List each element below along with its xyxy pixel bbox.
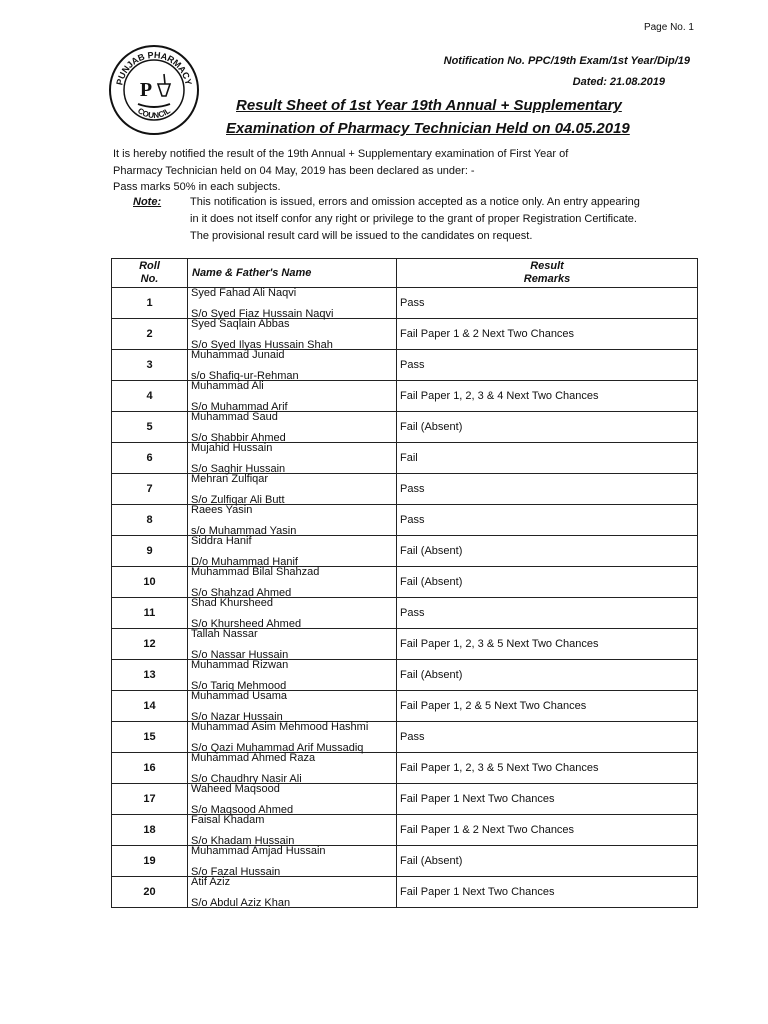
father-name: S/o Nazar Hussain: [191, 711, 283, 723]
result-remarks: Fail Paper 1 Next Two Chances: [397, 877, 698, 908]
roll-number: 7: [112, 474, 188, 505]
page-number: Page No. 1: [643, 22, 694, 33]
result-remarks: Fail Paper 1, 2, 3 & 4 Next Two Chances: [397, 381, 698, 412]
note-label: Note:: [133, 196, 162, 208]
student-name: Siddra Hanif: [191, 535, 252, 547]
result-remarks: Fail (Absent): [397, 846, 698, 877]
father-name: S/o Saghir Hussain: [191, 463, 286, 475]
father-name: S/o Zulfiqar Ali Butt: [191, 494, 285, 506]
table-row: [112, 412, 698, 443]
student-name: Muhammad Ali: [191, 380, 264, 392]
logo-text-top: PUNJAB PHARMACY: [114, 49, 194, 87]
table-row: [112, 505, 698, 536]
roll-number: 18: [112, 815, 188, 846]
result-remarks: Fail Paper 1, 2, 3 & 5 Next Two Chances: [397, 629, 698, 660]
table-row: [112, 846, 698, 877]
father-name: s/o Muhammad Yasin: [191, 525, 297, 537]
name-cell: [188, 691, 397, 722]
name-cell: [188, 598, 397, 629]
name-cell: [188, 815, 397, 846]
table-row: [112, 443, 698, 474]
roll-number: 16: [112, 753, 188, 784]
title-line-2: Examination of Pharmacy Technician Held on 04.05.2019: [226, 120, 630, 137]
table-row: [112, 474, 698, 505]
table-row: [112, 753, 698, 784]
name-cell: [188, 288, 397, 319]
name-cell: [188, 784, 397, 815]
result-remarks: Fail Paper 1 & 2 Next Two Chances: [397, 815, 698, 846]
name-cell: [188, 877, 397, 908]
notification-number: Notification No. PPC/19th Exam/1st Year/Dip/19: [443, 55, 690, 67]
roll-number: 9: [112, 536, 188, 567]
name-cell: [188, 567, 397, 598]
mortar-icon: [158, 84, 170, 96]
student-name: Waheed Maqsood: [191, 783, 280, 795]
roll-number: 20: [112, 877, 188, 908]
father-name: S/o Qazi Muhammad Arif Mussadiq: [191, 742, 364, 754]
roll-number: 15: [112, 722, 188, 753]
student-name: Tallah Nassar: [191, 628, 258, 640]
father-name: S/o Khursheed Ahmed: [191, 618, 302, 630]
intro-line-2: Pharmacy Technician held on 04 May, 2019 has been declared as under: -: [113, 165, 475, 177]
result-remarks: Fail: [397, 443, 698, 474]
notification-date: Dated: 21.08.2019: [572, 76, 665, 88]
table-row: [112, 815, 698, 846]
student-name: Atif Aziz: [191, 876, 231, 888]
name-cell: [188, 474, 397, 505]
father-name: S/o Khadam Hussain: [191, 835, 295, 847]
student-name: Muhammad Amjad Hussain: [191, 845, 326, 857]
result-remarks: Fail (Absent): [397, 660, 698, 691]
title-line-1: Result Sheet of 1st Year 19th Annual + Supplementary: [236, 97, 622, 114]
roll-number: 5: [112, 412, 188, 443]
logo-text-bottom: COUNCIL: [135, 106, 173, 121]
table-row: [112, 722, 698, 753]
table-row: [112, 784, 698, 815]
result-remarks: Fail Paper 1 & 2 Next Two Chances: [397, 319, 698, 350]
header-result-line-1: Result: [530, 260, 564, 272]
student-name: Muhammad Junaid: [191, 349, 285, 361]
logo-glyph: P: [139, 79, 153, 101]
father-name: s/o Shafiq-ur-Rehman: [191, 370, 299, 382]
note-line-1: This notification is issued, errors and omission accepted as a notice only. An entry appearing: [190, 196, 640, 208]
name-cell: [188, 846, 397, 877]
roll-number: 13: [112, 660, 188, 691]
intro-line-3: Pass marks 50% in each subjects.: [113, 181, 281, 193]
roll-number: 6: [112, 443, 188, 474]
father-name: S/o Fazal Hussain: [191, 866, 281, 878]
table-row: [112, 381, 698, 412]
header-roll-line-1: Roll: [139, 260, 160, 272]
result-remarks: Pass: [397, 288, 698, 319]
father-name: S/o Maqsood Ahmed: [191, 804, 294, 816]
name-cell: [188, 505, 397, 536]
student-name: Muhammad Usama: [191, 690, 287, 702]
student-name: Mehran Zulfiqar: [191, 473, 269, 485]
student-name: Faisal Khadam: [191, 814, 265, 826]
table-row: [112, 691, 698, 722]
result-remarks: Pass: [397, 598, 698, 629]
name-cell: [188, 443, 397, 474]
result-remarks: Pass: [397, 350, 698, 381]
header-result: [397, 259, 698, 288]
result-remarks: Fail (Absent): [397, 567, 698, 598]
roll-number: 19: [112, 846, 188, 877]
result-remarks: Fail (Absent): [397, 412, 698, 443]
name-cell: [188, 629, 397, 660]
roll-number: 10: [112, 567, 188, 598]
note-line-3: The provisional result card will be issued to the candidates on request.: [190, 230, 533, 242]
roll-number: 4: [112, 381, 188, 412]
student-name: Muhammad Asim Mehmood Hashmi: [191, 721, 369, 733]
father-name: S/o Shahzad Ahmed: [191, 587, 292, 599]
roll-number: 1: [112, 288, 188, 319]
student-name: Raees Yasin: [191, 504, 253, 516]
student-name: Muhammad Ahmed Raza: [191, 752, 316, 764]
roll-number: 17: [112, 784, 188, 815]
roll-number: 3: [112, 350, 188, 381]
student-name: Muhammad Rizwan: [191, 659, 289, 671]
father-name: S/o Tariq Mehmood: [191, 680, 287, 692]
name-cell: [188, 412, 397, 443]
header-name: Name & Father's Name: [188, 259, 397, 288]
header-result-line-2: Remarks: [523, 273, 571, 285]
table-row: [112, 350, 698, 381]
table-row: [112, 660, 698, 691]
name-cell: [188, 350, 397, 381]
result-remarks: Pass: [397, 505, 698, 536]
table-row: [112, 629, 698, 660]
table-row: [112, 319, 698, 350]
roll-number: 14: [112, 691, 188, 722]
name-cell: [188, 753, 397, 784]
roll-number: 12: [112, 629, 188, 660]
result-remarks: Pass: [397, 722, 698, 753]
student-name: Syed Fahad Ali Naqvi: [191, 287, 297, 299]
table-row: [112, 598, 698, 629]
result-table: [111, 258, 698, 908]
result-remarks: Fail Paper 1, 2, 3 & 5 Next Two Chances: [397, 753, 698, 784]
name-cell: [188, 722, 397, 753]
result-remarks: Fail Paper 1 Next Two Chances: [397, 784, 698, 815]
name-cell: [188, 319, 397, 350]
student-name: Mujahid Hussain: [191, 442, 273, 454]
father-name: D/o Muhammad Hanif: [191, 556, 298, 568]
father-name: S/o Abdul Aziz Khan: [191, 897, 291, 909]
roll-number: 11: [112, 598, 188, 629]
table-row: [112, 288, 698, 319]
father-name: S/o Chaudhry Nasir Ali: [191, 773, 302, 785]
table-row: [112, 567, 698, 598]
roll-number: 2: [112, 319, 188, 350]
student-name: Muhammad Saud: [191, 411, 278, 423]
father-name: S/o Shabbir Ahmed: [191, 432, 286, 444]
table-header-row: [112, 259, 698, 288]
svg-text:COUNCIL: [136, 106, 172, 120]
father-name: S/o Syed Ilyas Hussain Shah: [191, 339, 333, 351]
result-remarks: Fail Paper 1, 2 & 5 Next Two Chances: [397, 691, 698, 722]
table-row: [112, 536, 698, 567]
result-remarks: Pass: [397, 474, 698, 505]
council-logo: [108, 44, 200, 136]
name-cell: [188, 660, 397, 691]
roll-number: 8: [112, 505, 188, 536]
name-cell: [188, 536, 397, 567]
father-name: S/o Nassar Hussain: [191, 649, 289, 661]
student-name: Muhammad Bilal Shahzad: [191, 566, 320, 578]
header-roll-line-2: No.: [140, 273, 159, 285]
result-remarks: Fail (Absent): [397, 536, 698, 567]
student-name: Shad Khursheed: [191, 597, 273, 609]
table-row: [112, 877, 698, 908]
father-name: S/o Muhammad Arif: [191, 401, 288, 413]
father-name: S/o Syed Fiaz Hussain Naqvi: [191, 308, 334, 320]
note-line-2: in it does not itself confor any right or privilege to the grant of proper Registration Certificate.: [190, 213, 637, 225]
name-cell: [188, 381, 397, 412]
student-name: Syed Saqlain Abbas: [191, 318, 290, 330]
intro-line-1: It is hereby notified the result of the 19th Annual + Supplementary examination of First Year of: [113, 148, 569, 160]
header-roll: [112, 259, 188, 288]
